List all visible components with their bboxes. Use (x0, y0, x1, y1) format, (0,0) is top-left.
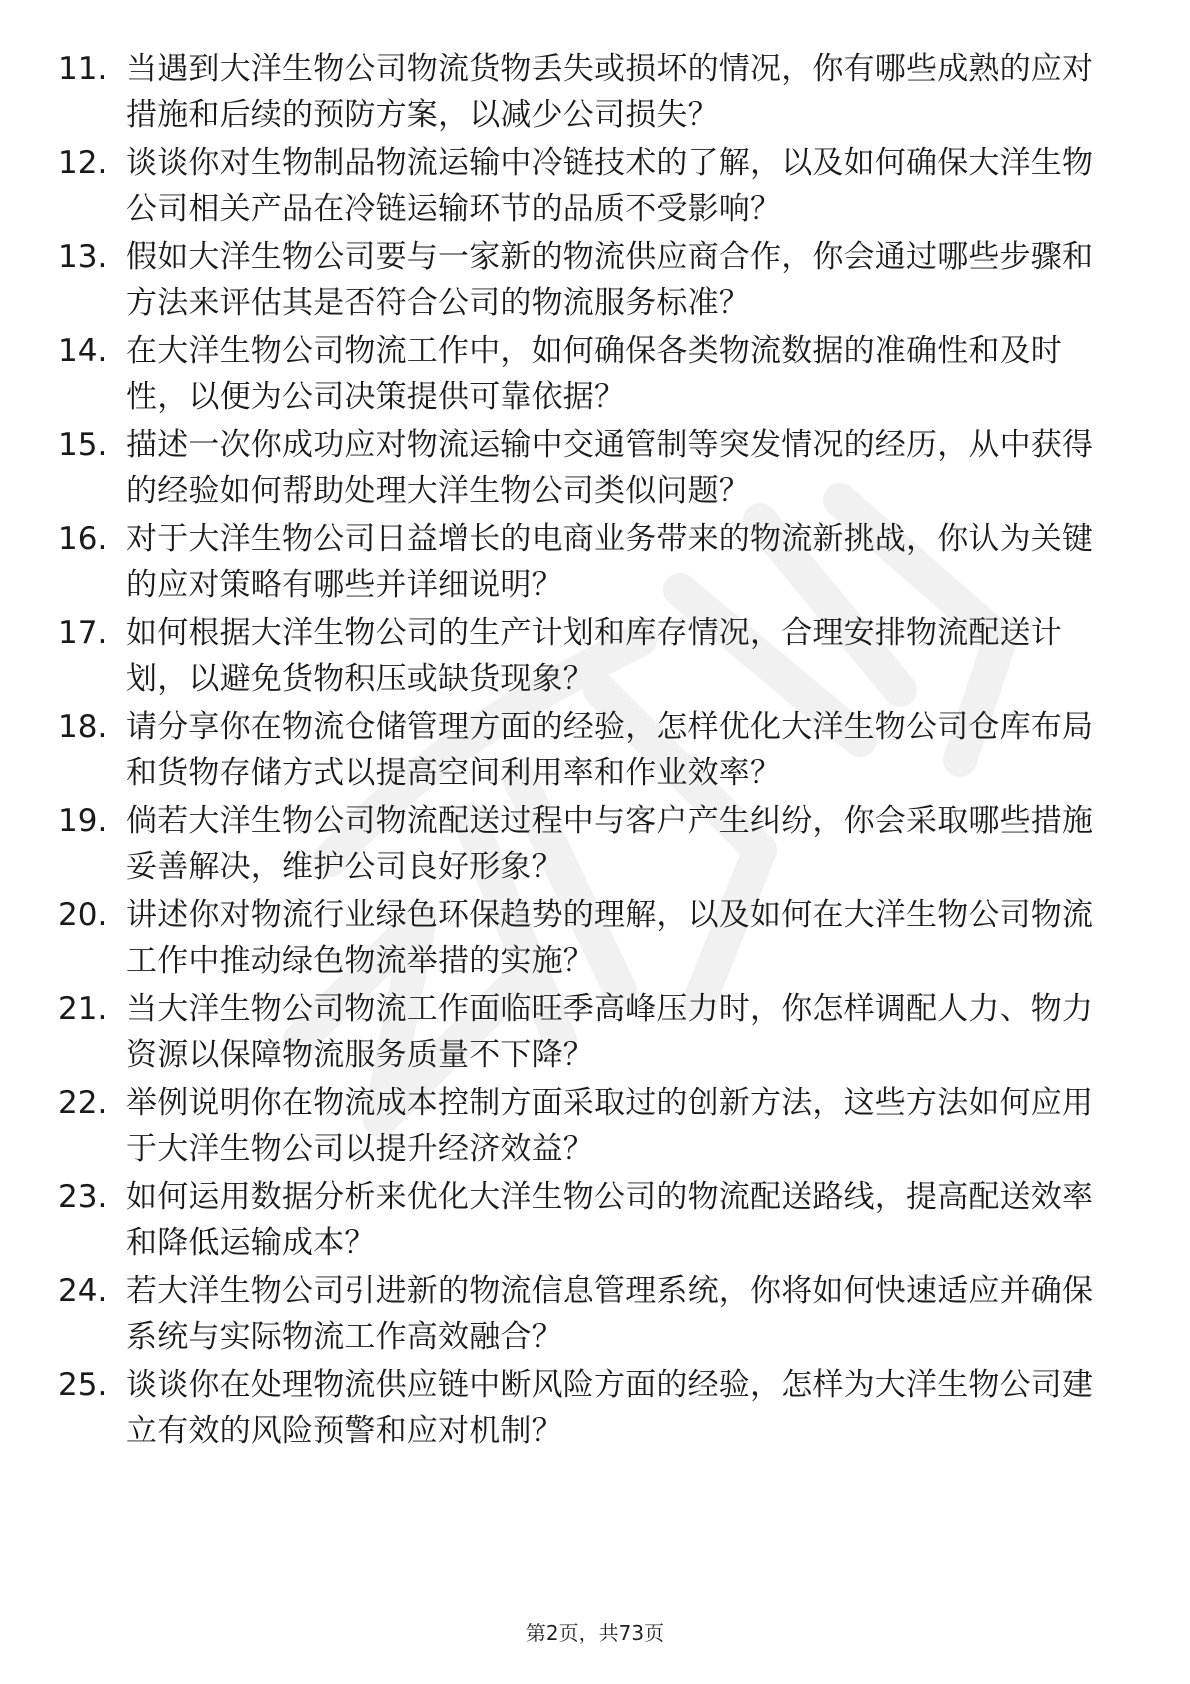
question-number: 25. (58, 1367, 108, 1403)
question-text: 假如大洋生物公司要与一家新的物流供应商合作，你会通过哪些步骤和方法来评估其是否符合公司的物流服务标准？ (126, 239, 1094, 321)
question-text: 谈谈你在处理物流供应链中断风险方面的经验，怎样为大洋生物公司建立有效的风险预警和应对机制？ (126, 1367, 1094, 1449)
question-number: 19. (58, 803, 108, 839)
question-item (58, 1268, 1118, 1362)
question-number: 23. (58, 1179, 108, 1215)
question-text: 倘若大洋生物公司物流配送过程中与客户产生纠纷，你会采取哪些措施妥善解决，维护公司良好形象？ (126, 803, 1094, 885)
question-item (58, 422, 1118, 516)
question-number: 18. (58, 709, 108, 745)
question-item (58, 516, 1118, 610)
question-text: 对于大洋生物公司日益增长的电商业务带来的物流新挑战，你认为关键的应对策略有哪些并详细说明？ (126, 521, 1094, 603)
question-item (58, 704, 1118, 798)
question-number: 17. (58, 615, 108, 651)
question-item (58, 328, 1118, 422)
question-item (58, 610, 1118, 704)
question-text: 当遇到大洋生物公司物流货物丢失或损坏的情况，你有哪些成熟的应对措施和后续的预防方案，以减少公司损失？ (126, 51, 1094, 133)
question-item (58, 234, 1118, 328)
question-text: 如何运用数据分析来优化大洋生物公司的物流配送路线，提高配送效率和降低运输成本？ (126, 1179, 1094, 1261)
question-item (58, 1080, 1118, 1174)
question-text: 举例说明你在物流成本控制方面采取过的创新方法，这些方法如何应用于大洋生物公司以提升经济效益？ (126, 1085, 1094, 1167)
question-number: 12. (58, 145, 108, 181)
question-number: 24. (58, 1273, 108, 1309)
question-text: 谈谈你对生物制品物流运输中冷链技术的了解，以及如何确保大洋生物公司相关产品在冷链运输环节的品质不受影响？ (126, 145, 1094, 227)
question-item (58, 1362, 1118, 1456)
page-number-footer: 第2页，共73页 (525, 1621, 665, 1645)
question-number: 16. (58, 521, 108, 557)
question-item (58, 1174, 1118, 1268)
question-text: 当大洋生物公司物流工作面临旺季高峰压力时，你怎样调配人力、物力资源以保障物流服务质量不下降？ (126, 991, 1094, 1073)
question-number: 14. (58, 333, 108, 369)
question-text: 讲述你对物流行业绿色环保趋势的理解，以及如何在大洋生物公司物流工作中推动绿色物流举措的实施？ (126, 897, 1094, 979)
question-text: 在大洋生物公司物流工作中，如何确保各类物流数据的准确性和及时性，以便为公司决策提供可靠依据？ (126, 333, 1062, 415)
question-text: 如何根据大洋生物公司的生产计划和库存情况，合理安排物流配送计划，以避免货物积压或缺货现象？ (126, 615, 1062, 697)
question-item (58, 986, 1118, 1080)
question-number: 13. (58, 239, 108, 275)
question-item (58, 892, 1118, 986)
question-text: 若大洋生物公司引进新的物流信息管理系统，你将如何快速适应并确保系统与实际物流工作高效融合？ (126, 1273, 1094, 1355)
question-number: 21. (58, 991, 108, 1027)
question-item (58, 140, 1118, 234)
question-number: 11. (58, 51, 108, 87)
question-number: 22. (58, 1085, 108, 1121)
question-text: 请分享你在物流仓储管理方面的经验，怎样优化大洋生物公司仓库布局和货物存储方式以提高空间利用率和作业效率？ (126, 709, 1094, 791)
question-list (58, 46, 1118, 1456)
question-item (58, 46, 1118, 140)
question-number: 20. (58, 897, 108, 933)
question-item (58, 798, 1118, 892)
question-text: 描述一次你成功应对物流运输中交通管制等突发情况的经历，从中获得的经验如何帮助处理大洋生物公司类似问题？ (126, 427, 1094, 509)
question-number: 15. (58, 427, 108, 463)
